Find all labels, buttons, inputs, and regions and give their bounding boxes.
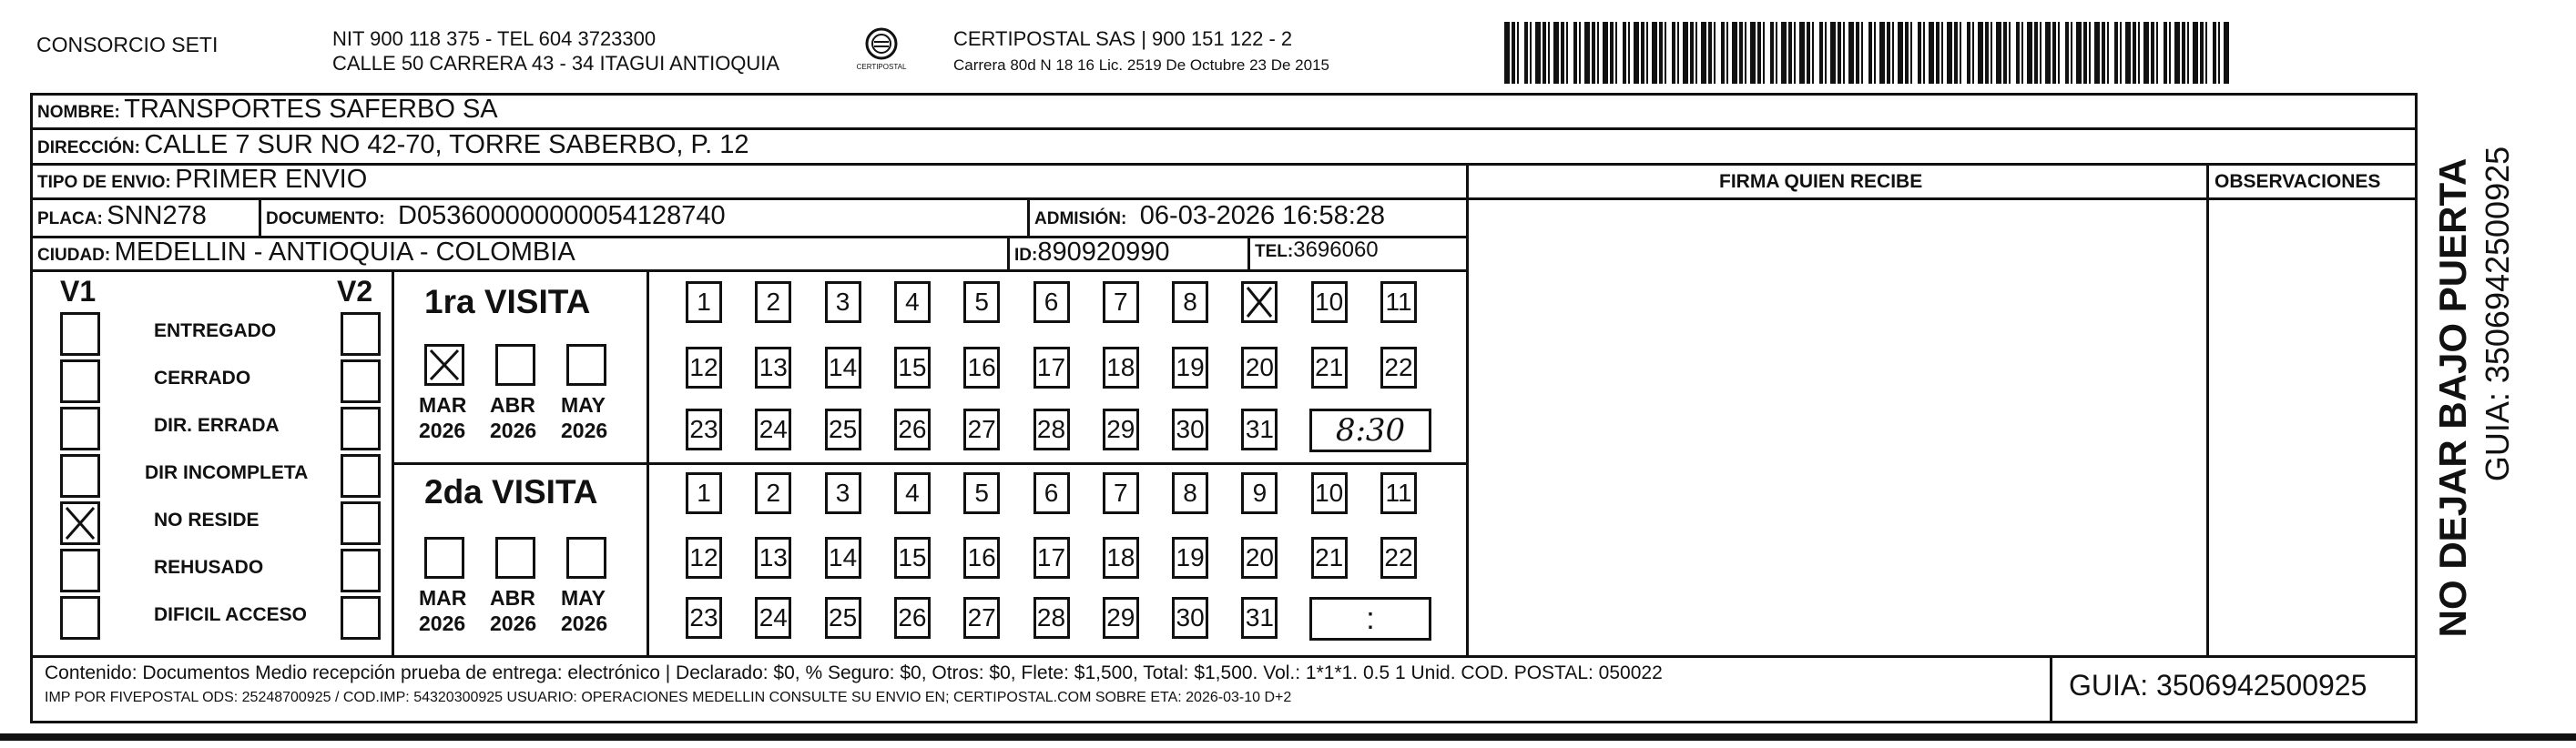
barcode-bar xyxy=(1548,22,1550,84)
day-box[interactable]: 8 xyxy=(1172,281,1208,323)
day-box[interactable]: 8 xyxy=(1172,472,1208,514)
v2-heading: V2 xyxy=(337,275,373,308)
v1-checkbox[interactable] xyxy=(60,501,100,545)
day-box[interactable]: 4 xyxy=(894,281,931,323)
address-line: CALLE 50 CARRERA 43 - 34 ITAGUI ANTIOQUIA xyxy=(332,52,780,75)
barcode-bar xyxy=(1807,22,1810,84)
barcode-bar xyxy=(1843,22,1845,84)
status-label: DIR INCOMPLETA xyxy=(145,462,309,483)
barcode-bar xyxy=(2193,22,2198,84)
barcode-bar xyxy=(1781,22,1787,84)
barcode-bar xyxy=(1960,22,1961,84)
barcode-bar xyxy=(2151,22,2154,84)
barcode-bar xyxy=(2125,22,2131,84)
barcode-bar xyxy=(1941,22,1943,84)
imp-line: IMP POR FIVEPOSTAL ODS: 25248700925 / COD.IMP: 54320300925 USUARIO: OPERACIONES MEDELLIN CONSULTE SU ENVIO EN; CERTIPOSTAL.COM SOBRE ETA: 2026-03-10 D+2 xyxy=(45,690,1292,705)
barcode-bar xyxy=(1794,22,1796,84)
barcode-bar xyxy=(2114,22,2118,84)
company-name: CONSORCIO SETI xyxy=(36,33,219,56)
barcode-bar xyxy=(2045,22,2051,84)
barcode-bar xyxy=(1868,22,1872,84)
barcode-bar xyxy=(1745,22,1746,84)
v1-checkbox[interactable] xyxy=(60,549,100,592)
bottom-rule xyxy=(0,733,2576,741)
barcode-bar xyxy=(1530,22,1532,84)
day-box[interactable]: 28 xyxy=(1033,409,1070,450)
footer-guia: GUIA: 3506942500925 xyxy=(2069,669,2367,702)
barcode-bar xyxy=(1553,22,1559,84)
barcode-bar xyxy=(2205,22,2207,84)
placa-label: PLACA: xyxy=(37,209,103,228)
day-box[interactable]: 5 xyxy=(963,472,1000,514)
v2-checkbox[interactable] xyxy=(341,407,381,450)
month-checkbox[interactable] xyxy=(566,344,606,386)
ciudad-cell xyxy=(37,239,575,266)
day-box[interactable]: 19 xyxy=(1172,537,1208,579)
barcode-bar xyxy=(1732,22,1737,84)
barcode-bar xyxy=(2164,22,2167,84)
barcode-bar xyxy=(1524,22,1528,84)
barcode-bar xyxy=(1517,22,1519,84)
v1-heading: V1 xyxy=(60,275,97,308)
day-box[interactable]: 31 xyxy=(1241,597,1278,639)
barcode-bar xyxy=(2156,22,2158,84)
day-box[interactable]: 11 xyxy=(1380,472,1417,514)
day-box[interactable]: 4 xyxy=(894,472,931,514)
day-box[interactable]: 14 xyxy=(825,347,861,389)
direccion-value: CALLE 7 SUR NO 42-70, TORRE SABERBO, P. 12 xyxy=(144,130,749,159)
status-label: ENTREGADO xyxy=(154,320,277,341)
barcode-bar xyxy=(1819,22,1823,84)
day-box[interactable]: 14 xyxy=(825,537,861,579)
barcode-bar xyxy=(1623,22,1626,84)
barcode-bar xyxy=(1597,22,1599,84)
v1-checkbox[interactable] xyxy=(60,312,100,356)
barcode-bar xyxy=(1812,22,1814,84)
barcode-bar xyxy=(1543,22,1546,84)
year-label: 2026 xyxy=(419,419,466,442)
nit-line: NIT 900 118 375 - TEL 604 3723300 xyxy=(332,27,657,50)
barcode-bar xyxy=(1726,22,1728,84)
barcode-bar xyxy=(1708,22,1712,84)
barcode-bar xyxy=(1757,22,1761,84)
barcode-bar xyxy=(1879,22,1885,84)
day-box[interactable]: 16 xyxy=(963,347,1000,389)
day-box[interactable]: 23 xyxy=(686,597,722,639)
barcode-bar xyxy=(1763,22,1765,84)
status-label: DIFICIL ACCESO xyxy=(154,604,308,625)
barcode-bar xyxy=(1677,22,1679,84)
tel-cell xyxy=(1255,239,1379,261)
barcode-bar xyxy=(1936,22,1940,84)
documento-label: DOCUMENTO: xyxy=(266,209,385,228)
barcode-bar xyxy=(2040,22,2041,84)
barcode-bar xyxy=(1504,22,1510,84)
barcode-bar xyxy=(1652,22,1657,84)
barcode-bar xyxy=(2021,22,2023,84)
barcode-bar xyxy=(2120,22,2122,84)
v2-checkbox[interactable] xyxy=(341,359,381,403)
barcode-bar xyxy=(2071,22,2072,84)
day-box[interactable]: 25 xyxy=(825,597,861,639)
day-box[interactable]: 12 xyxy=(686,537,722,579)
day-box[interactable]: 12 xyxy=(686,347,722,389)
nombre-value: TRANSPORTES SAFERBO SA xyxy=(124,95,498,124)
day-box[interactable]: 6 xyxy=(1033,281,1070,323)
day-box[interactable]: 11 xyxy=(1380,281,1417,323)
day-box[interactable]: 21 xyxy=(1311,537,1348,579)
status-label: NO RESIDE xyxy=(154,510,260,531)
barcode-bar xyxy=(1967,22,1970,84)
year-label: 2026 xyxy=(419,612,466,635)
day-box[interactable]: 20 xyxy=(1241,347,1278,389)
barcode-bar xyxy=(2052,22,2056,84)
barcode-bar xyxy=(1535,22,1541,84)
svg-text:CERTIPOSTAL: CERTIPOSTAL xyxy=(856,63,907,71)
year-label: 2026 xyxy=(490,612,537,635)
year-label: 2026 xyxy=(561,612,608,635)
documento-cell xyxy=(266,203,726,229)
v2-checkbox[interactable] xyxy=(341,312,381,356)
barcode-bar xyxy=(2034,22,2038,84)
day-box[interactable]: 7 xyxy=(1103,281,1139,323)
v2-checkbox[interactable] xyxy=(341,501,381,545)
day-box[interactable]: 22 xyxy=(1380,347,1417,389)
barcode-bar xyxy=(1628,22,1630,84)
day-box[interactable]: 10 xyxy=(1311,472,1348,514)
barcode-bar xyxy=(1874,22,1876,84)
barcode-bar xyxy=(1972,22,1974,84)
certipostal-logo xyxy=(854,25,909,76)
barcode-bar xyxy=(2174,22,2180,84)
v1-checkbox[interactable] xyxy=(60,596,100,640)
barcode xyxy=(1504,22,2233,84)
barcode-bar xyxy=(1918,22,1921,84)
barcode-bar xyxy=(1770,22,1774,84)
month-label: MAR xyxy=(419,393,467,417)
status-label: REHUSADO xyxy=(154,557,264,578)
barcode-bar xyxy=(2200,22,2204,84)
day-box[interactable]: 18 xyxy=(1103,537,1139,579)
barcode-bar xyxy=(1750,22,1756,84)
v2-checkbox[interactable] xyxy=(341,596,381,640)
day-box[interactable]: 29 xyxy=(1103,409,1139,450)
barcode-bar xyxy=(1701,22,1706,84)
nombre-row xyxy=(37,96,498,123)
ciudad-value: MEDELLIN - ANTIOQUIA - COLOMBIA xyxy=(114,238,575,267)
day-box[interactable]: 3 xyxy=(825,472,861,514)
barcode-bar xyxy=(1947,22,1952,84)
barcode-bar xyxy=(1799,22,1805,84)
day-box[interactable]: 30 xyxy=(1172,597,1208,639)
barcode-bar xyxy=(1665,22,1666,84)
barcode-bar xyxy=(1646,22,1648,84)
barcode-bar xyxy=(1830,22,1836,84)
day-box[interactable]: 13 xyxy=(755,537,791,579)
side-guia: GUIA: 3506942500925 xyxy=(2479,146,2516,482)
barcode-bar xyxy=(1561,22,1564,84)
barcode-bar xyxy=(1672,22,1675,84)
barcode-bar xyxy=(1954,22,1958,84)
tipo-row xyxy=(37,167,367,193)
year-label: 2026 xyxy=(490,419,537,442)
barcode-bar xyxy=(1892,22,1894,84)
month-checkbox[interactable] xyxy=(495,537,535,579)
barcode-bar xyxy=(1923,22,1925,84)
ciudad-label: CIUDAD: xyxy=(37,246,111,265)
barcode-bar xyxy=(1991,22,1992,84)
day-box[interactable]: 27 xyxy=(963,409,1000,450)
barcode-bar xyxy=(2213,22,2216,84)
tel-label: TEL: xyxy=(1255,242,1294,261)
day-box[interactable]: 19 xyxy=(1172,347,1208,389)
barcode-bar xyxy=(2009,22,2011,84)
day-box[interactable]: 18 xyxy=(1103,347,1139,389)
v2-checkbox[interactable] xyxy=(341,454,381,498)
day-box[interactable]: 26 xyxy=(894,409,931,450)
barcode-bar xyxy=(2027,22,2032,84)
day-box[interactable]: 28 xyxy=(1033,597,1070,639)
barcode-bar xyxy=(2224,22,2229,84)
barcode-bar xyxy=(1683,22,1688,84)
day-box[interactable]: 3 xyxy=(825,281,861,323)
barcode-bar xyxy=(2169,22,2171,84)
observaciones-area[interactable] xyxy=(2209,200,2415,655)
nombre-label: NOMBRE: xyxy=(37,103,120,122)
day-box[interactable]: 27 xyxy=(963,597,1000,639)
month-label: ABR xyxy=(490,393,535,417)
day-box[interactable]: 1 xyxy=(686,281,722,323)
direccion-row xyxy=(37,132,748,158)
day-box[interactable]: 1 xyxy=(686,472,722,514)
id-cell xyxy=(1014,239,1169,266)
barcode-bar xyxy=(1634,22,1639,84)
month-label: MAY xyxy=(561,393,606,417)
time-box[interactable]: 8:30 xyxy=(1309,409,1431,452)
day-box[interactable]: 6 xyxy=(1033,472,1070,514)
first-visit-title: 1ra VISITA xyxy=(424,283,591,320)
day-box[interactable]: 17 xyxy=(1033,537,1070,579)
barcode-bar xyxy=(1714,22,1716,84)
barcode-bar xyxy=(1910,22,1912,84)
v1-checkbox[interactable] xyxy=(60,454,100,498)
day-box[interactable]: 17 xyxy=(1033,347,1070,389)
placa-value: SNN278 xyxy=(107,201,207,230)
barcode-bar xyxy=(2107,22,2109,84)
barcode-bar xyxy=(1887,22,1890,84)
barcode-bar xyxy=(1512,22,1515,84)
barcode-bar xyxy=(2058,22,2060,84)
barcode-bar xyxy=(2187,22,2189,84)
day-box[interactable]: 2 xyxy=(755,281,791,323)
day-box[interactable]: 25 xyxy=(825,409,861,450)
barcode-bar xyxy=(1584,22,1590,84)
certipostal-line: CERTIPOSTAL SAS | 900 151 122 - 2 xyxy=(953,27,1293,50)
day-box[interactable]: 23 xyxy=(686,409,722,450)
day-box[interactable]: 15 xyxy=(894,347,931,389)
contenido-line: Contenido: Documentos Medio recepción prueba de entrega: electrónico | Declarado: $0, % Seguro: $0, Otros: $0, Flete: $1,500, Total: $1,500. Vol.: 1*1*1. 0.5 1 Unid. COD. POSTAL: 050022 xyxy=(45,662,1663,683)
barcode-bar xyxy=(2083,22,2087,84)
firma-area[interactable] xyxy=(1469,200,2206,655)
admision-value: 06-03-2026 16:58:28 xyxy=(1139,201,1386,230)
day-box[interactable]: 2 xyxy=(755,472,791,514)
v1-checkbox[interactable] xyxy=(60,407,100,450)
barcode-bar xyxy=(1579,22,1581,84)
placa-cell xyxy=(37,203,207,229)
day-box[interactable]: 13 xyxy=(755,347,791,389)
barcode-bar xyxy=(1861,22,1863,84)
barcode-bar xyxy=(1788,22,1792,84)
tipo-label: TIPO DE ENVIO: xyxy=(37,173,171,192)
no-dejar-warning: NO DEJAR BAJO PUERTA xyxy=(2431,157,2474,638)
barcode-bar xyxy=(2016,22,2020,84)
documento-value: D053600000000054128740 xyxy=(398,201,726,230)
day-box[interactable]: 5 xyxy=(963,281,1000,323)
barcode-bar xyxy=(1776,22,1777,84)
barcode-bar xyxy=(1905,22,1909,84)
barcode-bar xyxy=(2065,22,2069,84)
day-box[interactable]: 24 xyxy=(755,409,791,450)
year-label: 2026 xyxy=(561,419,608,442)
barcode-bar xyxy=(1566,22,1568,84)
barcode-bar xyxy=(2218,22,2220,84)
day-box[interactable] xyxy=(1241,281,1278,323)
barcode-bar xyxy=(1659,22,1663,84)
barcode-bar xyxy=(1641,22,1644,84)
month-checkbox[interactable] xyxy=(566,537,606,579)
day-box[interactable]: 21 xyxy=(1311,347,1348,389)
id-value: 890920990 xyxy=(1037,238,1170,267)
day-box[interactable]: 16 xyxy=(963,537,1000,579)
direccion-label: DIRECCIÓN: xyxy=(37,138,140,157)
v2-checkbox[interactable] xyxy=(341,549,381,592)
status-label: DIR. ERRADA xyxy=(154,415,280,436)
barcode-bar xyxy=(1848,22,1854,84)
second-visit-title: 2da VISITA xyxy=(424,473,598,510)
barcode-bar xyxy=(2102,22,2105,84)
barcode-bar xyxy=(1838,22,1841,84)
month-label: ABR xyxy=(490,586,535,610)
barcode-bar xyxy=(2182,22,2185,84)
barcode-bar xyxy=(1996,22,2001,84)
barcode-bar xyxy=(1825,22,1827,84)
v1-checkbox[interactable] xyxy=(60,359,100,403)
day-box[interactable]: 15 xyxy=(894,537,931,579)
barcode-bar xyxy=(2003,22,2007,84)
month-checkbox[interactable] xyxy=(495,344,535,386)
month-checkbox[interactable] xyxy=(424,537,464,579)
barcode-bar xyxy=(1856,22,1859,84)
time-box[interactable]: : xyxy=(1309,597,1431,641)
barcode-bar xyxy=(1929,22,1934,84)
barcode-bar xyxy=(1695,22,1697,84)
license-line: Carrera 80d N 18 16 Lic. 2519 De Octubre 23 De 2015 xyxy=(953,56,1329,74)
day-box[interactable]: 26 xyxy=(894,597,931,639)
barcode-bar xyxy=(1573,22,1577,84)
day-box[interactable]: 10 xyxy=(1311,281,1348,323)
month-label: MAR xyxy=(419,586,467,610)
id-label: ID: xyxy=(1014,246,1038,265)
barcode-bar xyxy=(2138,22,2140,84)
day-box[interactable]: 22 xyxy=(1380,537,1417,579)
firma-heading: FIRMA QUIEN RECIBE xyxy=(1719,171,1923,192)
barcode-bar xyxy=(1615,22,1617,84)
tipo-value: PRIMER ENVIO xyxy=(175,165,368,194)
tel-value: 3696060 xyxy=(1293,238,1379,262)
month-checkbox[interactable] xyxy=(424,344,464,386)
observaciones-heading: OBSERVACIONES xyxy=(2215,171,2381,192)
barcode-bar xyxy=(2076,22,2082,84)
day-box[interactable]: 20 xyxy=(1241,537,1278,579)
barcode-bar xyxy=(1603,22,1608,84)
barcode-bar xyxy=(2089,22,2091,84)
barcode-bar xyxy=(2094,22,2100,84)
day-box[interactable]: 31 xyxy=(1241,409,1278,450)
admision-label: ADMISIÓN: xyxy=(1034,209,1127,228)
barcode-bar xyxy=(1610,22,1614,84)
day-box[interactable]: 29 xyxy=(1103,597,1139,639)
day-box[interactable]: 30 xyxy=(1172,409,1208,450)
barcode-bar xyxy=(1898,22,1903,84)
status-label: CERRADO xyxy=(154,368,251,389)
day-box[interactable]: 7 xyxy=(1103,472,1139,514)
day-box[interactable]: 24 xyxy=(755,597,791,639)
barcode-bar xyxy=(1721,22,1725,84)
month-label: MAY xyxy=(561,586,606,610)
barcode-bar xyxy=(2133,22,2136,84)
barcode-bar xyxy=(1690,22,1694,84)
day-box[interactable]: 9 xyxy=(1241,472,1278,514)
barcode-bar xyxy=(1978,22,1983,84)
barcode-bar xyxy=(1739,22,1743,84)
admision-cell xyxy=(1034,203,1385,229)
barcode-bar xyxy=(1592,22,1595,84)
barcode-bar xyxy=(1985,22,1989,84)
barcode-bar xyxy=(2143,22,2149,84)
